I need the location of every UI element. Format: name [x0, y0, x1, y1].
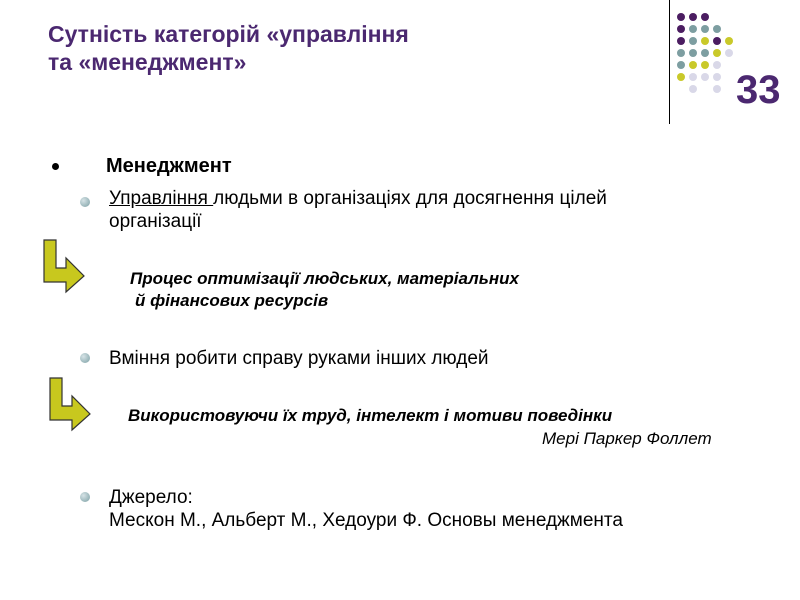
- list-item-management-definition: [109, 187, 607, 210]
- quote-author: Мері Паркер Фоллет: [542, 429, 712, 448]
- bent-arrow-right-icon: [48, 376, 92, 432]
- note-line-2: й фінансових ресурсів: [135, 291, 329, 310]
- source-text: Мескон М., Альберт М., Хедоури Ф. Основы менеджмента: [109, 510, 623, 531]
- slide-title-line-2: та «менеджмент»: [48, 49, 247, 75]
- round-bullet-icon: [80, 197, 90, 207]
- decor-vertical-line: [669, 0, 670, 124]
- decor-dot-grid: [676, 12, 736, 107]
- list-item-text: людьми в організаціях для досягнення цілей: [213, 188, 607, 209]
- underlined-term: Управління: [109, 188, 214, 209]
- list-item-skill: Вміння робити справу руками інших людей: [109, 348, 489, 369]
- slide-title-line-1: Сутність категорій «управління: [48, 21, 409, 47]
- source-label: Джерело:: [109, 487, 193, 508]
- round-bullet-icon: [80, 353, 90, 363]
- section-heading: Менеджмент: [106, 155, 232, 177]
- round-bullet-icon: [52, 163, 59, 170]
- quote-text: Використовуючи їх труд, інтелект і мотиви поведінки: [128, 406, 613, 425]
- list-item-text-line-2: організації: [109, 211, 202, 232]
- note-line-1: Процес оптимізації людських, матеріальних: [130, 269, 519, 288]
- round-bullet-icon: [80, 492, 90, 502]
- slide-number: 33: [736, 68, 781, 112]
- slide-title: [48, 20, 409, 76]
- bent-arrow-right-icon: [42, 238, 86, 294]
